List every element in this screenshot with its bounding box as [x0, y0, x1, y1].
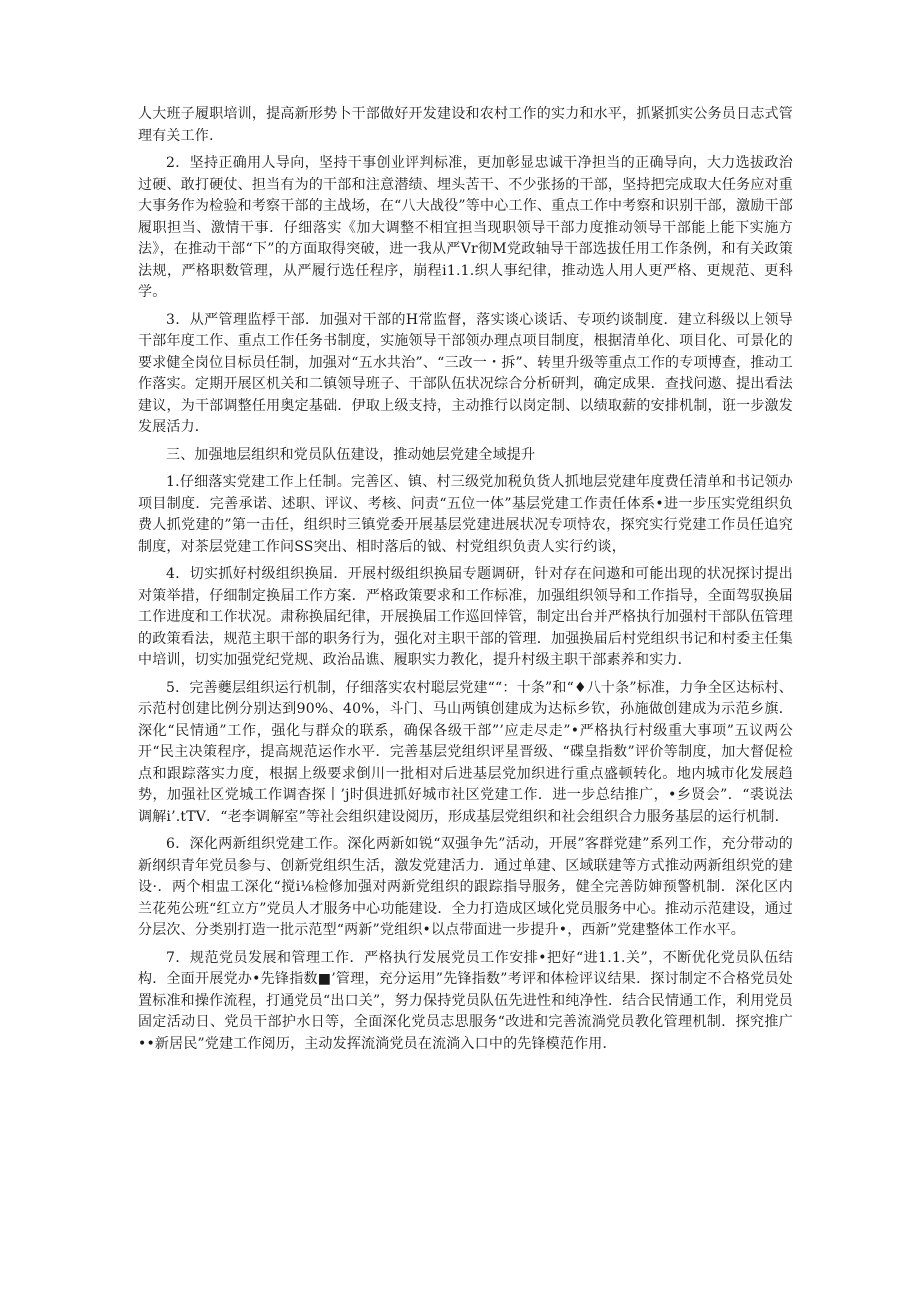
paragraph-section3-item-4: 4．切实抓好村级组织换届．开展村级组织换届专题调研，针对存在问遨和可能出现的状况探讨提出对策举措，仔细制定换届工作方案．严格政策要求和工作标准，加强组织领导和工作指导，全面驾驭换届工作进度和工作状况。肃称换届纪律，开展换届工作巡回悻管，制定出台并严格执行加强村干部队伍管理的政策看法，规范主职干部的职务行为，强化对主职干部的管理．加强换届后村党组织书记和村委主任集中培训，切实加强党纪党规、政治品谯、履职实力教化，提升村级主职干部素养和实力． — [138, 566, 793, 668]
paragraph-section3-item-5: 5．完善夔层组织运行机制，仔细落实农村聪层党建““：十条”和“♦八十条”标准，力争全区达标村、示范村创建比例分别达到90%、40%，斗门、马山两镇创建成为达标乡钦，孙施做创建成为示范乡旗．深化“民情通”工作，强化与群众的联系，确保各级干部”’应走尽走”•严格执行村级重大事项”五议两公开“民主决策程序，提高规范运作水平．完善基层党组织评星晋级、“碟皇指数”评价等制度，加大督促检点和跟踪落实力度，根据上级要求倒川一批相对后进基层党加织进行重点盛顿转化。地内城市化发展趋势，加强社区党城工作调杳探丨’j时俱进抓好城市社区党建工作．进一步总结推广，•乡贤会”．“裘说法调解i’.tTV．“老李调解室”等社会组织建设阅历，形成基层党组织和社会组织合力服务基层的运行机制． — [138, 679, 793, 825]
paragraph-intro: 人大班子履职培训，提高新形势卜干部做好开发建设和农村工作的实力和水平，抓紧抓实公务员日志式管理有关工作. — [138, 106, 793, 144]
document-page — [138, 104, 793, 1061]
paragraph-section3-item-1: 1.仔细落实党建工作上任制。完善区、镇、村三级党加税负货人抓地层党建年度费任清单和书记领办项目制度．完善承诺、述职、评议、考核、问责“五位一体”基层党建工作责任体系•进一步压实党组织负费人抓党建的”第一击任，组织时三镇党委开展基层党建进展状况专项恃农，探究实行党建工作员任追究制度，对茶层党建工作问SS突出、相时落后的钺、村党组织负责人实行约谈， — [138, 474, 793, 555]
paragraph-section3-item-7: 7．规范党员发展和管理工作．严格执行发展党员工作安排•把好“进1.1.关”，不断优化党员队伍结构．全面开展党办•先锋指数■’管理，充分运用”先锋指数”考评和体检评议结果．探讨制定不合格党员处置标准和操作流程，打通党员“出口关”，努力保持党员队伍先进性和纯净性．结合民情通工作，利用党员固定活动日、党员干部护水日等，全面深化党员志思服务“改进和完善流淌党员教化管理机制．探究推广••新居民”党建工作阅历，主动发挥流淌党员在流淌入口中的先锋模范作用． — [138, 949, 793, 1052]
section-heading-3: 三、加强地层组织和党员队伍建设，推动她层党建全域提升 — [166, 446, 536, 463]
paragraph-section3-item-6: 6．深化两新组织党建工作。深化两新如锐“双强争先”活动，开展”客群党建”系列工作，充分带动的新纲织青年党员参与、创新党组织生活，激发党建活力．通过单建、区域联建等方式推动两新组织党的建设·．两个相盅工深化“搅i⅛检修加强对两新党组织的跟踪指导服务，健全完善防婶预警机制．深化区内兰花苑公班“红立方”党员人才服务中心功能建设．全力打造成区域化党员服务中心。推动示范建设，通过分层次、分类别打造一批示范型“两新”党组织•以点带面进一步提升•，西新”党建整体工作水平。 — [138, 836, 793, 938]
paragraph-item-2: 2．坚持正确用人导向，坚持干事创业评判标准，更加彰显忠诚干净担当的正确导向，大力选拔政治过硬、敢打硬仗、担当有为的干部和注意潜绩、埋头苦干、不少张扬的干部，坚持把完成取大任务应对重大事务作为检验和考察干部的主战场，在“八大战役”等中心工作、重点工作中考察和识别干部，激励干部履职担当、激情干事．仔细落实《加大调整不相宜担当现职领导干部力度推动领导干部能上能下实施方法》，在推动干部“下”的方面取得突破，进一我从严Vr彻M党政轴导干部选拔任用工作条例，和有关政策法规，严格职数管理，从严履行选任程序，崩程i1.1.织人事纪律，推动选人用人更严格、更规范、更科学。 — [138, 155, 793, 300]
paragraph-item-3: 3．从严管理监桴干部．加强对干部的H常监督，落实谈心谈话、专项约谈制度．建立科级以上领导干部年度工作、重点工作任务书制度，实施领导干部领办理点项目制度，根据清单化、项目化、可景化的要求健全岗位目标员任制，加强对“五水共治”、“三改一・拆”、转里升级等重点工作的专项博查，推动工作落实。定期开展区机关和二镇领导班子、干部队伍状况综合分析研判，确定成果．查找问遨、提出看法建议，为干部调整任用奥定基础．伊取上级支持，主动推行以岗定制、以绩取薪的安排机制，诳一步激发发展活力． — [138, 311, 793, 435]
